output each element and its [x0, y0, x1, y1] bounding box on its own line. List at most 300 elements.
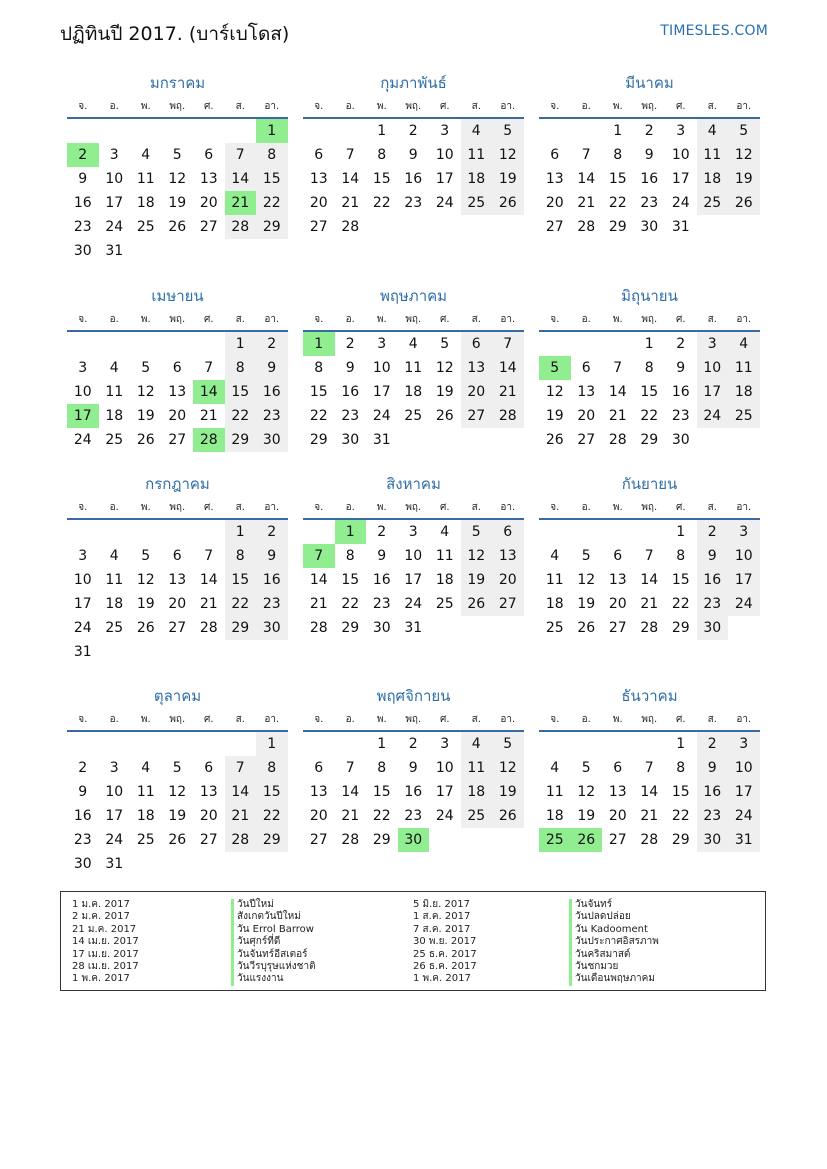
day-cell[interactable]: 20 — [608, 808, 627, 824]
day-cell[interactable]: 15 — [225, 568, 257, 592]
day-cell[interactable]: 30 — [671, 432, 690, 448]
day-cell[interactable]: 18 — [105, 408, 124, 424]
day-cell[interactable]: 12 — [492, 756, 524, 780]
day-cell[interactable]: 29 — [671, 832, 690, 848]
day-cell[interactable]: 31 — [728, 828, 760, 852]
day-cell[interactable]: 20 — [577, 408, 596, 424]
day-cell[interactable]: 31 — [105, 856, 124, 872]
day-cell[interactable]: 11 — [461, 756, 493, 780]
day-cell[interactable]: 22 — [671, 808, 690, 824]
day-cell[interactable]: 15 — [640, 384, 659, 400]
holiday-day-cell[interactable]: 1 — [303, 332, 335, 356]
day-cell[interactable]: 13 — [168, 572, 187, 588]
day-cell[interactable]: 24 — [372, 408, 391, 424]
day-cell[interactable]: 19 — [728, 167, 760, 191]
holiday-day-cell[interactable]: 30 — [398, 828, 430, 852]
day-cell[interactable]: 28 — [341, 832, 360, 848]
day-cell[interactable]: 22 — [256, 191, 288, 215]
day-cell[interactable]: 26 — [545, 432, 564, 448]
day-cell[interactable]: 12 — [136, 384, 155, 400]
day-cell[interactable]: 7 — [345, 760, 355, 776]
day-cell[interactable]: 27 — [309, 219, 328, 235]
day-cell[interactable]: 18 — [105, 596, 124, 612]
day-cell[interactable]: 1 — [225, 332, 257, 356]
day-cell[interactable]: 12 — [168, 171, 187, 187]
day-cell[interactable]: 17 — [728, 780, 760, 804]
day-cell[interactable]: 23 — [404, 195, 423, 211]
day-cell[interactable]: 16 — [671, 384, 690, 400]
day-cell[interactable]: 9 — [377, 548, 387, 564]
day-cell[interactable]: 4 — [109, 548, 119, 564]
day-cell[interactable]: 25 — [461, 191, 493, 215]
day-cell[interactable]: 26 — [728, 191, 760, 215]
day-cell[interactable]: 29 — [256, 215, 288, 239]
day-cell[interactable]: 7 — [644, 760, 654, 776]
day-cell[interactable]: 9 — [345, 360, 355, 376]
day-cell[interactable]: 7 — [644, 548, 654, 564]
day-cell[interactable]: 11 — [545, 572, 564, 588]
day-cell[interactable]: 11 — [136, 171, 155, 187]
day-cell[interactable]: 9 — [408, 760, 418, 776]
day-cell[interactable]: 31 — [404, 620, 423, 636]
day-cell[interactable]: 6 — [550, 147, 560, 163]
day-cell[interactable]: 13 — [168, 384, 187, 400]
day-cell[interactable]: 27 — [199, 219, 218, 235]
day-cell[interactable]: 3 — [697, 332, 729, 356]
day-cell[interactable]: 28 — [492, 404, 524, 428]
day-cell[interactable]: 5 — [440, 336, 450, 352]
day-cell[interactable]: 26 — [168, 832, 187, 848]
day-cell[interactable]: 31 — [105, 243, 124, 259]
day-cell[interactable]: 26 — [461, 592, 493, 616]
day-cell[interactable]: 24 — [73, 620, 92, 636]
day-cell[interactable]: 13 — [309, 784, 328, 800]
day-cell[interactable]: 17 — [404, 572, 423, 588]
day-cell[interactable]: 8 — [676, 548, 686, 564]
day-cell[interactable]: 12 — [492, 143, 524, 167]
day-cell[interactable]: 26 — [577, 620, 596, 636]
day-cell[interactable]: 3 — [440, 736, 450, 752]
day-cell[interactable]: 25 — [105, 620, 124, 636]
day-cell[interactable]: 15 — [372, 171, 391, 187]
day-cell[interactable]: 4 — [550, 760, 560, 776]
day-cell[interactable]: 13 — [608, 784, 627, 800]
day-cell[interactable]: 14 — [341, 171, 360, 187]
day-cell[interactable]: 20 — [199, 808, 218, 824]
day-cell[interactable]: 13 — [199, 171, 218, 187]
day-cell[interactable]: 4 — [440, 524, 450, 540]
day-cell[interactable]: 29 — [256, 828, 288, 852]
day-cell[interactable]: 26 — [492, 191, 524, 215]
day-cell[interactable]: 15 — [671, 784, 690, 800]
day-cell[interactable]: 16 — [256, 380, 288, 404]
day-cell[interactable]: 16 — [697, 568, 729, 592]
day-cell[interactable]: 9 — [697, 756, 729, 780]
day-cell[interactable]: 3 — [78, 548, 88, 564]
day-cell[interactable]: 2 — [377, 524, 387, 540]
day-cell[interactable]: 27 — [608, 832, 627, 848]
day-cell[interactable]: 15 — [671, 572, 690, 588]
day-cell[interactable]: 11 — [136, 784, 155, 800]
day-cell[interactable]: 18 — [136, 808, 155, 824]
day-cell[interactable]: 16 — [372, 572, 391, 588]
day-cell[interactable]: 24 — [728, 592, 760, 616]
day-cell[interactable]: 19 — [136, 596, 155, 612]
day-cell[interactable]: 28 — [640, 620, 659, 636]
day-cell[interactable]: 6 — [172, 360, 182, 376]
day-cell[interactable]: 29 — [225, 428, 257, 452]
day-cell[interactable]: 24 — [728, 804, 760, 828]
day-cell[interactable]: 23 — [73, 219, 92, 235]
day-cell[interactable]: 6 — [492, 520, 524, 544]
day-cell[interactable]: 13 — [608, 572, 627, 588]
day-cell[interactable]: 19 — [492, 167, 524, 191]
day-cell[interactable]: 21 — [640, 596, 659, 612]
day-cell[interactable]: 1 — [613, 123, 623, 139]
day-cell[interactable]: 16 — [73, 808, 92, 824]
day-cell[interactable]: 29 — [671, 620, 690, 636]
day-cell[interactable]: 6 — [204, 147, 214, 163]
holiday-day-cell[interactable]: 1 — [256, 119, 288, 143]
day-cell[interactable]: 27 — [545, 219, 564, 235]
day-cell[interactable]: 5 — [461, 520, 493, 544]
day-cell[interactable]: 29 — [309, 432, 328, 448]
day-cell[interactable]: 28 — [341, 219, 360, 235]
day-cell[interactable]: 3 — [676, 123, 686, 139]
holiday-day-cell[interactable]: 21 — [225, 191, 257, 215]
day-cell[interactable]: 14 — [199, 572, 218, 588]
day-cell[interactable]: 12 — [728, 143, 760, 167]
day-cell[interactable]: 29 — [341, 620, 360, 636]
day-cell[interactable]: 5 — [492, 732, 524, 756]
day-cell[interactable]: 8 — [613, 147, 623, 163]
day-cell[interactable]: 4 — [141, 760, 151, 776]
day-cell[interactable]: 13 — [545, 171, 564, 187]
holiday-day-cell[interactable]: 14 — [193, 380, 225, 404]
day-cell[interactable]: 24 — [435, 195, 454, 211]
day-cell[interactable]: 30 — [73, 856, 92, 872]
day-cell[interactable]: 28 — [608, 432, 627, 448]
day-cell[interactable]: 1 — [377, 123, 387, 139]
day-cell[interactable]: 23 — [697, 804, 729, 828]
day-cell[interactable]: 12 — [435, 360, 454, 376]
day-cell[interactable]: 8 — [377, 760, 387, 776]
day-cell[interactable]: 20 — [309, 195, 328, 211]
day-cell[interactable]: 14 — [640, 784, 659, 800]
holiday-day-cell[interactable]: 7 — [303, 544, 335, 568]
day-cell[interactable]: 16 — [404, 171, 423, 187]
day-cell[interactable]: 22 — [225, 592, 257, 616]
day-cell[interactable]: 9 — [78, 784, 88, 800]
day-cell[interactable]: 21 — [199, 596, 218, 612]
day-cell[interactable]: 25 — [697, 191, 729, 215]
day-cell[interactable]: 8 — [314, 360, 324, 376]
day-cell[interactable]: 13 — [492, 544, 524, 568]
day-cell[interactable]: 18 — [136, 195, 155, 211]
day-cell[interactable]: 28 — [577, 219, 596, 235]
day-cell[interactable]: 20 — [545, 195, 564, 211]
day-cell[interactable]: 11 — [728, 356, 760, 380]
day-cell[interactable]: 9 — [697, 544, 729, 568]
day-cell[interactable]: 22 — [341, 596, 360, 612]
day-cell[interactable]: 15 — [225, 380, 257, 404]
day-cell[interactable]: 2 — [408, 736, 418, 752]
day-cell[interactable]: 20 — [608, 596, 627, 612]
day-cell[interactable]: 6 — [613, 548, 623, 564]
day-cell[interactable]: 24 — [435, 808, 454, 824]
day-cell[interactable]: 3 — [78, 360, 88, 376]
day-cell[interactable]: 12 — [136, 572, 155, 588]
day-cell[interactable]: 20 — [168, 596, 187, 612]
day-cell[interactable]: 6 — [314, 147, 324, 163]
day-cell[interactable]: 27 — [168, 432, 187, 448]
day-cell[interactable]: 2 — [408, 123, 418, 139]
day-cell[interactable]: 6 — [204, 760, 214, 776]
day-cell[interactable]: 15 — [256, 780, 288, 804]
day-cell[interactable]: 17 — [105, 808, 124, 824]
day-cell[interactable]: 25 — [105, 432, 124, 448]
day-cell[interactable]: 18 — [697, 167, 729, 191]
day-cell[interactable]: 24 — [105, 219, 124, 235]
day-cell[interactable]: 1 — [676, 736, 686, 752]
holiday-day-cell[interactable]: 2 — [67, 143, 99, 167]
day-cell[interactable]: 11 — [697, 143, 729, 167]
day-cell[interactable]: 16 — [73, 195, 92, 211]
day-cell[interactable]: 4 — [461, 119, 493, 143]
day-cell[interactable]: 13 — [577, 384, 596, 400]
day-cell[interactable]: 25 — [136, 219, 155, 235]
day-cell[interactable]: 20 — [461, 380, 493, 404]
day-cell[interactable]: 22 — [256, 804, 288, 828]
day-cell[interactable]: 3 — [377, 336, 387, 352]
day-cell[interactable]: 16 — [256, 568, 288, 592]
day-cell[interactable]: 10 — [671, 147, 690, 163]
day-cell[interactable]: 29 — [608, 219, 627, 235]
day-cell[interactable]: 12 — [461, 544, 493, 568]
day-cell[interactable]: 8 — [644, 360, 654, 376]
day-cell[interactable]: 2 — [644, 123, 654, 139]
day-cell[interactable]: 13 — [309, 171, 328, 187]
day-cell[interactable]: 23 — [640, 195, 659, 211]
day-cell[interactable]: 3 — [728, 732, 760, 756]
day-cell[interactable]: 9 — [78, 171, 88, 187]
day-cell[interactable]: 10 — [697, 356, 729, 380]
day-cell[interactable]: 30 — [256, 428, 288, 452]
day-cell[interactable]: 21 — [608, 408, 627, 424]
day-cell[interactable]: 12 — [577, 784, 596, 800]
day-cell[interactable]: 7 — [204, 360, 214, 376]
day-cell[interactable]: 26 — [435, 408, 454, 424]
day-cell[interactable]: 15 — [341, 572, 360, 588]
day-cell[interactable]: 30 — [73, 243, 92, 259]
day-cell[interactable]: 28 — [199, 620, 218, 636]
day-cell[interactable]: 4 — [408, 336, 418, 352]
day-cell[interactable]: 3 — [109, 147, 119, 163]
day-cell[interactable]: 16 — [341, 384, 360, 400]
day-cell[interactable]: 20 — [199, 195, 218, 211]
day-cell[interactable]: 8 — [256, 143, 288, 167]
day-cell[interactable]: 22 — [225, 404, 257, 428]
day-cell[interactable]: 24 — [404, 596, 423, 612]
holiday-day-cell[interactable]: 5 — [539, 356, 571, 380]
day-cell[interactable]: 27 — [492, 592, 524, 616]
day-cell[interactable]: 18 — [461, 780, 493, 804]
day-cell[interactable]: 26 — [136, 620, 155, 636]
day-cell[interactable]: 3 — [408, 524, 418, 540]
day-cell[interactable]: 28 — [640, 832, 659, 848]
day-cell[interactable]: 20 — [309, 808, 328, 824]
day-cell[interactable]: 22 — [608, 195, 627, 211]
day-cell[interactable]: 14 — [309, 572, 328, 588]
site-brand-link[interactable]: TIMESLES.COM — [660, 23, 768, 39]
day-cell[interactable]: 18 — [435, 572, 454, 588]
day-cell[interactable]: 4 — [109, 360, 119, 376]
holiday-day-cell[interactable]: 26 — [571, 828, 603, 852]
day-cell[interactable]: 6 — [461, 332, 493, 356]
day-cell[interactable]: 7 — [613, 360, 623, 376]
day-cell[interactable]: 27 — [199, 832, 218, 848]
day-cell[interactable]: 8 — [377, 147, 387, 163]
day-cell[interactable]: 9 — [256, 356, 288, 380]
day-cell[interactable]: 1 — [377, 736, 387, 752]
day-cell[interactable]: 24 — [73, 432, 92, 448]
day-cell[interactable]: 21 — [640, 808, 659, 824]
day-cell[interactable]: 15 — [309, 384, 328, 400]
day-cell[interactable]: 9 — [676, 360, 686, 376]
day-cell[interactable]: 6 — [613, 760, 623, 776]
day-cell[interactable]: 18 — [545, 596, 564, 612]
day-cell[interactable]: 21 — [492, 380, 524, 404]
day-cell[interactable]: 4 — [550, 548, 560, 564]
day-cell[interactable]: 19 — [168, 808, 187, 824]
day-cell[interactable]: 7 — [581, 147, 591, 163]
day-cell[interactable]: 30 — [341, 432, 360, 448]
day-cell[interactable]: 11 — [461, 143, 493, 167]
day-cell[interactable]: 10 — [728, 756, 760, 780]
day-cell[interactable]: 4 — [461, 732, 493, 756]
day-cell[interactable]: 22 — [309, 408, 328, 424]
day-cell[interactable]: 9 — [644, 147, 654, 163]
day-cell[interactable]: 19 — [168, 195, 187, 211]
day-cell[interactable]: 1 — [256, 732, 288, 756]
day-cell[interactable]: 23 — [341, 408, 360, 424]
day-cell[interactable]: 31 — [73, 644, 92, 660]
day-cell[interactable]: 2 — [78, 760, 88, 776]
day-cell[interactable]: 10 — [372, 360, 391, 376]
day-cell[interactable]: 30 — [697, 616, 729, 640]
day-cell[interactable]: 11 — [105, 384, 124, 400]
day-cell[interactable]: 5 — [581, 548, 591, 564]
day-cell[interactable]: 21 — [341, 195, 360, 211]
day-cell[interactable]: 10 — [73, 572, 92, 588]
day-cell[interactable]: 17 — [697, 380, 729, 404]
day-cell[interactable]: 19 — [577, 808, 596, 824]
day-cell[interactable]: 8 — [676, 760, 686, 776]
day-cell[interactable]: 17 — [728, 568, 760, 592]
day-cell[interactable]: 5 — [141, 360, 151, 376]
day-cell[interactable]: 16 — [640, 171, 659, 187]
day-cell[interactable]: 10 — [435, 760, 454, 776]
day-cell[interactable]: 9 — [408, 147, 418, 163]
day-cell[interactable]: 19 — [492, 780, 524, 804]
day-cell[interactable]: 1 — [644, 336, 654, 352]
day-cell[interactable]: 12 — [168, 784, 187, 800]
day-cell[interactable]: 1 — [676, 524, 686, 540]
day-cell[interactable]: 30 — [372, 620, 391, 636]
day-cell[interactable]: 10 — [728, 544, 760, 568]
day-cell[interactable]: 2 — [345, 336, 355, 352]
day-cell[interactable]: 27 — [608, 620, 627, 636]
day-cell[interactable]: 22 — [640, 408, 659, 424]
day-cell[interactable]: 24 — [671, 195, 690, 211]
day-cell[interactable]: 8 — [256, 756, 288, 780]
day-cell[interactable]: 24 — [105, 832, 124, 848]
day-cell[interactable]: 11 — [435, 548, 454, 564]
day-cell[interactable]: 8 — [225, 544, 257, 568]
day-cell[interactable]: 27 — [577, 432, 596, 448]
day-cell[interactable]: 22 — [671, 596, 690, 612]
day-cell[interactable]: 13 — [461, 356, 493, 380]
day-cell[interactable]: 11 — [105, 572, 124, 588]
day-cell[interactable]: 25 — [435, 596, 454, 612]
day-cell[interactable]: 10 — [105, 784, 124, 800]
day-cell[interactable]: 9 — [256, 544, 288, 568]
day-cell[interactable]: 19 — [577, 596, 596, 612]
day-cell[interactable]: 2 — [697, 520, 729, 544]
day-cell[interactable]: 14 — [608, 384, 627, 400]
day-cell[interactable]: 30 — [697, 828, 729, 852]
day-cell[interactable]: 19 — [435, 384, 454, 400]
day-cell[interactable]: 15 — [608, 171, 627, 187]
day-cell[interactable]: 25 — [404, 408, 423, 424]
day-cell[interactable]: 23 — [671, 408, 690, 424]
day-cell[interactable]: 21 — [309, 596, 328, 612]
day-cell[interactable]: 20 — [168, 408, 187, 424]
day-cell[interactable]: 28 — [225, 215, 257, 239]
day-cell[interactable]: 22 — [372, 808, 391, 824]
day-cell[interactable]: 21 — [341, 808, 360, 824]
day-cell[interactable]: 8 — [225, 356, 257, 380]
day-cell[interactable]: 12 — [545, 384, 564, 400]
day-cell[interactable]: 5 — [492, 119, 524, 143]
day-cell[interactable]: 14 — [577, 171, 596, 187]
day-cell[interactable]: 3 — [440, 123, 450, 139]
day-cell[interactable]: 2 — [676, 336, 686, 352]
holiday-day-cell[interactable]: 25 — [539, 828, 571, 852]
day-cell[interactable]: 31 — [372, 432, 391, 448]
day-cell[interactable]: 3 — [109, 760, 119, 776]
day-cell[interactable]: 5 — [581, 760, 591, 776]
day-cell[interactable]: 29 — [225, 616, 257, 640]
day-cell[interactable]: 27 — [168, 620, 187, 636]
day-cell[interactable]: 21 — [577, 195, 596, 211]
day-cell[interactable]: 7 — [492, 332, 524, 356]
day-cell[interactable]: 7 — [225, 756, 257, 780]
day-cell[interactable]: 2 — [697, 732, 729, 756]
day-cell[interactable]: 3 — [728, 520, 760, 544]
day-cell[interactable]: 14 — [341, 784, 360, 800]
day-cell[interactable]: 25 — [728, 404, 760, 428]
day-cell[interactable]: 25 — [136, 832, 155, 848]
day-cell[interactable]: 30 — [256, 616, 288, 640]
day-cell[interactable]: 30 — [640, 219, 659, 235]
day-cell[interactable]: 12 — [577, 572, 596, 588]
day-cell[interactable]: 17 — [105, 195, 124, 211]
day-cell[interactable]: 14 — [492, 356, 524, 380]
day-cell[interactable]: 16 — [697, 780, 729, 804]
day-cell[interactable]: 29 — [640, 432, 659, 448]
day-cell[interactable]: 26 — [492, 804, 524, 828]
